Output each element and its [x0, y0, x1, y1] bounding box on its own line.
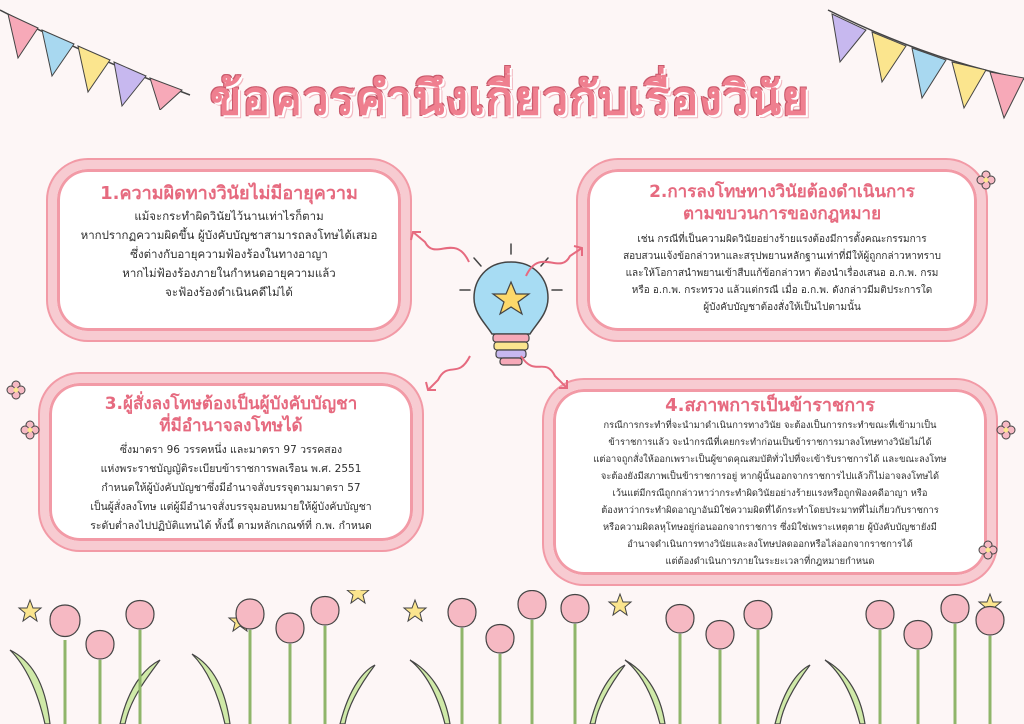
- card-3-body: [59, 441, 403, 536]
- card-2-line: และให้โอกาสนำพยานเข้าสืบแก้ข้อกล่าวหา ต้องนำเรื่องเสนอ อ.ก.พ. กรม: [625, 268, 939, 279]
- card-1-line: จะฟ้องร้องดำเนินคดีไม่ได้: [165, 285, 293, 299]
- arrow-icon: [405, 222, 475, 272]
- flower-icon: [976, 170, 996, 190]
- flower-icon: [978, 540, 998, 560]
- card-4-line: เว้นแต่มีกรณีถูกกล่าวหาว่ากระทำผิดวินัยอย่างร้ายแรงหรือถูกฟ้องคดีอาญา หรือ: [612, 488, 928, 499]
- card-2-line: สอบสวนแจ้งข้อกล่าวหาและสรุปพยานหลักฐานเท่าที่มีให้ผู้ถูกกล่าวหาทราบ: [623, 251, 941, 262]
- arrow-icon: [418, 350, 478, 400]
- card-4-body: [561, 417, 979, 570]
- card-1-body: [71, 207, 387, 302]
- card-4-line: อำนาจดำเนินการทางวินัยและลงโทษปลดออกหรือไล่ออกจากราชการได้: [627, 539, 913, 550]
- card-2-line: หรือ อ.ก.พ. กระทรวง แล้วแต่กรณี เมื่อ อ.ก.พ. ดังกล่าวมีมติประการใด: [631, 285, 933, 296]
- card-2-title-line: 2.การลงโทษทางวินัยต้องดำเนินการ: [649, 182, 915, 202]
- card-3-line: กำหนดให้ผู้บังคับบัญชาซึ่งมีอำนาจสั่งบรรจุตามมาตรา 57: [101, 482, 361, 494]
- card-3-line: ระดับต่ำลงไปปฏิบัติแทนได้ ทั้งนี้ ตามหลักเกณฑ์ที่ ก.พ. กำหนด: [90, 520, 372, 532]
- page-title: ข้อควรคำนึงเกี่ยวกับเรื่องวินัย: [209, 71, 811, 125]
- card-3-title-line: 3.ผู้สั่งลงโทษต้องเป็นผู้บังคับบัญชา: [104, 394, 358, 414]
- card-4-title: 4.สภาพการเป็นข้าราชการ: [665, 395, 875, 416]
- arrow-icon: [520, 236, 590, 286]
- card-4-line: หรือความผิดลหุโทษอยู่ก่อนออกจากราชการ ซึ่งมิใช่เพราะเหตุตาย ผู้บังคับบัญชายังมี: [603, 522, 937, 533]
- card-2-line: ผู้บังคับบัญชาต้องสั่งให้เป็นไปตามนั้น: [703, 302, 861, 313]
- card-3: [40, 374, 422, 550]
- card-4-line: แต่อาจถูกสั่งให้ออกเพราะเป็นผู้ขาดคุณสมบัติทั่วไปที่จะเข้ารับราชการได้ และขณะลงโทษ: [593, 454, 947, 465]
- card-1-line: ซึ่งต่างกับอายุความฟ้องร้องในทางอาญา: [130, 247, 328, 261]
- card-3-line: ซึ่งมาตรา 96 วรรคหนึ่ง และมาตรา 97 วรรคสอง: [119, 444, 343, 456]
- card-2-line: เช่น กรณีที่เป็นความผิดวินัยอย่างร้ายแรงต้องมีการตั้งคณะกรรมการ: [637, 234, 927, 245]
- card-4: [544, 380, 996, 584]
- card-1-title: 1.ความผิดทางวินัยไม่มีอายุความ: [100, 183, 358, 204]
- card-1: [48, 160, 410, 340]
- card-4-line: จะต้องยังมีสภาพเป็นข้าราชการอยู่ หากผู้นั้นออกจากราชการไปแล้วก็ไม่อาจลงโทษได้: [600, 471, 940, 482]
- card-2-title: [597, 181, 967, 225]
- card-3-title: [59, 393, 403, 437]
- card-4-line: ข้าราชการแล้ว จะนำกรณีที่เคยกระทำก่อนเป็นข้าราชการมาลงโทษทางวินัยไม่ได้: [608, 437, 932, 448]
- card-1-line: หากไม่ฟ้องร้องภายในกำหนดอายุความแล้ว: [122, 266, 336, 280]
- flower-icon: [996, 420, 1016, 440]
- flower-icon: [6, 380, 26, 400]
- flower-icon: [20, 420, 40, 440]
- card-1-line: หากปรากฏความผิดขึ้น ผู้บังคับบัญชาสามารถลงโทษได้เสมอ: [80, 228, 378, 242]
- card-3-line: แห่งพระราชบัญญัติระเบียบข้าราชการพลเรือน พ.ศ. 2551: [100, 463, 362, 475]
- card-3-title-line: ที่มีอำนาจลงโทษได้: [159, 416, 303, 436]
- card-4-line: กรณีการกระทำที่จะนำมาดำเนินการทางวินัย จะต้องเป็นการกระทำขณะที่เข้ามาเป็น: [603, 420, 937, 431]
- card-1-line: แม้จะกระทำผิดวินัยไว้นานเท่าไรก็ตาม: [134, 209, 324, 223]
- card-3-line: เป็นผู้สั่งลงโทษ แต่ผู้มีอำนาจสั่งบรรจุมอบหมายให้ผู้บังคับบัญชา: [90, 501, 372, 513]
- tulip-decoration: [0, 590, 1024, 724]
- card-4-line: แต่ต้องดำเนินการภายในระยะเวลาที่กฎหมายกำหนด: [665, 556, 875, 567]
- card-2-body: [597, 231, 967, 316]
- card-2-title-line: ตามขบวนการของกฎหมาย: [682, 204, 882, 224]
- card-2: [578, 160, 986, 340]
- arrow-icon: [515, 348, 575, 398]
- card-4-line: ต้องหาว่ากระทำผิดอาญาอันมิใช่ความผิดที่ได้กระทำโดยประมาทที่ไม่เกี่ยวกับราชการ: [601, 505, 939, 516]
